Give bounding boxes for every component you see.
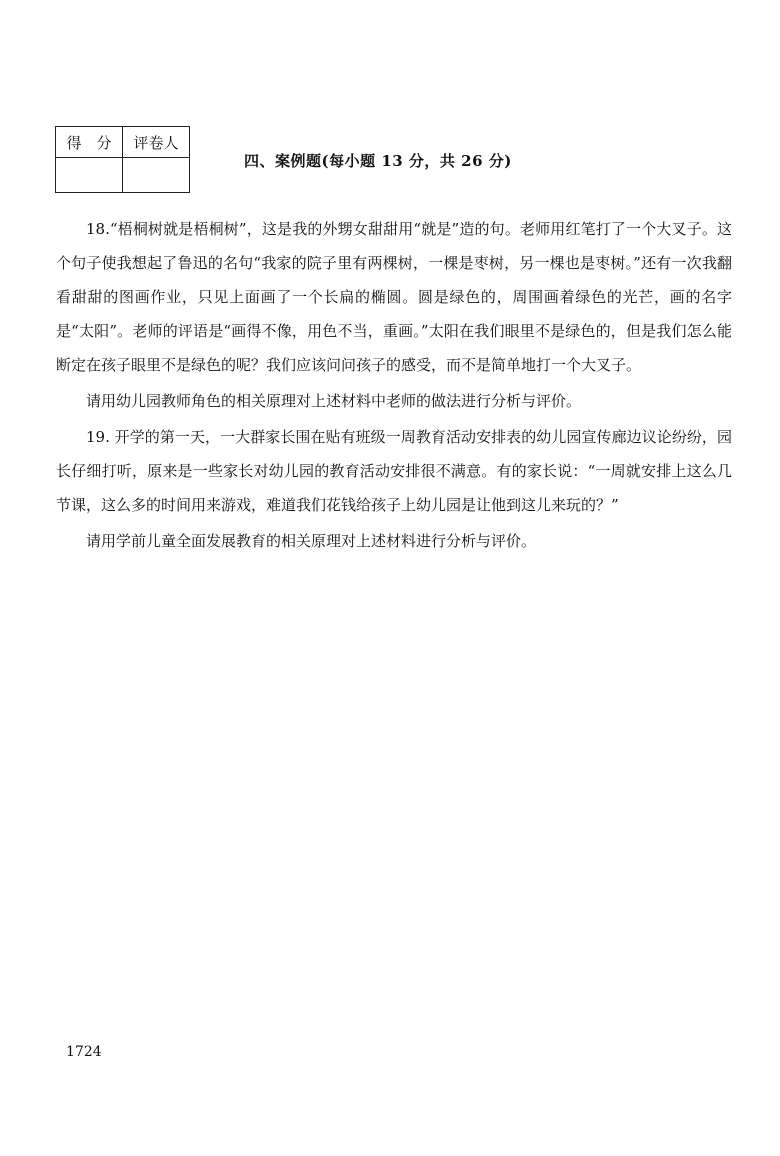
question-19-prompt: 请用学前儿童全面发展教育的相关原理对上述材料进行分析与评价。 [86,532,537,550]
section-title: 四、案例题(每小题 13 分，共 26 分) [244,152,512,170]
score-header: 得 分 [56,127,123,158]
grader-cell [123,158,190,193]
score-cell [56,158,123,193]
question-18-prompt: 请用幼儿园教师角色的相关原理对上述材料中老师的做法进行分析与评价。 [86,392,582,410]
score-table [55,126,190,193]
grader-header: 评卷人 [123,127,190,158]
question-content [56,212,732,558]
question-19-text: 19. 开学的第一天，一大群家长围在贴有班级一周教育活动安排表的幼儿园宣传廊边议论纷纷，园长仔细打听，原来是一些家长对幼儿园的教育活动安排很不满意。有的家长说：“一周就安排上这么几节课，这么多的时间用来游戏，难道我们花钱给孩子上幼儿园是让他到这儿来玩的？” [56,428,732,514]
page-number: 1724 [66,1044,102,1060]
question-18-text: 18.“梧桐树就是梧桐树”，这是我的外甥女甜甜用“就是”造的句。老师用红笔打了一个大叉子。这个句子使我想起了鲁迅的名句“我家的院子里有两棵树，一棵是枣树，另一棵也是枣树。”还有一次我翻看甜甜的图画作业，只见上面画了一个长扁的椭圆。圆是绿色的，周围画着绿色的光芒，画的名字是“太阳”。老师的评语是“画得不像，用色不当，重画。”太阳在我们眼里不是绿色的，但是我们怎么能断定在孩子眼里不是绿色的呢？我们应该问问孩子的感受，而不是简单地打一个大叉子。 [56,220,732,374]
